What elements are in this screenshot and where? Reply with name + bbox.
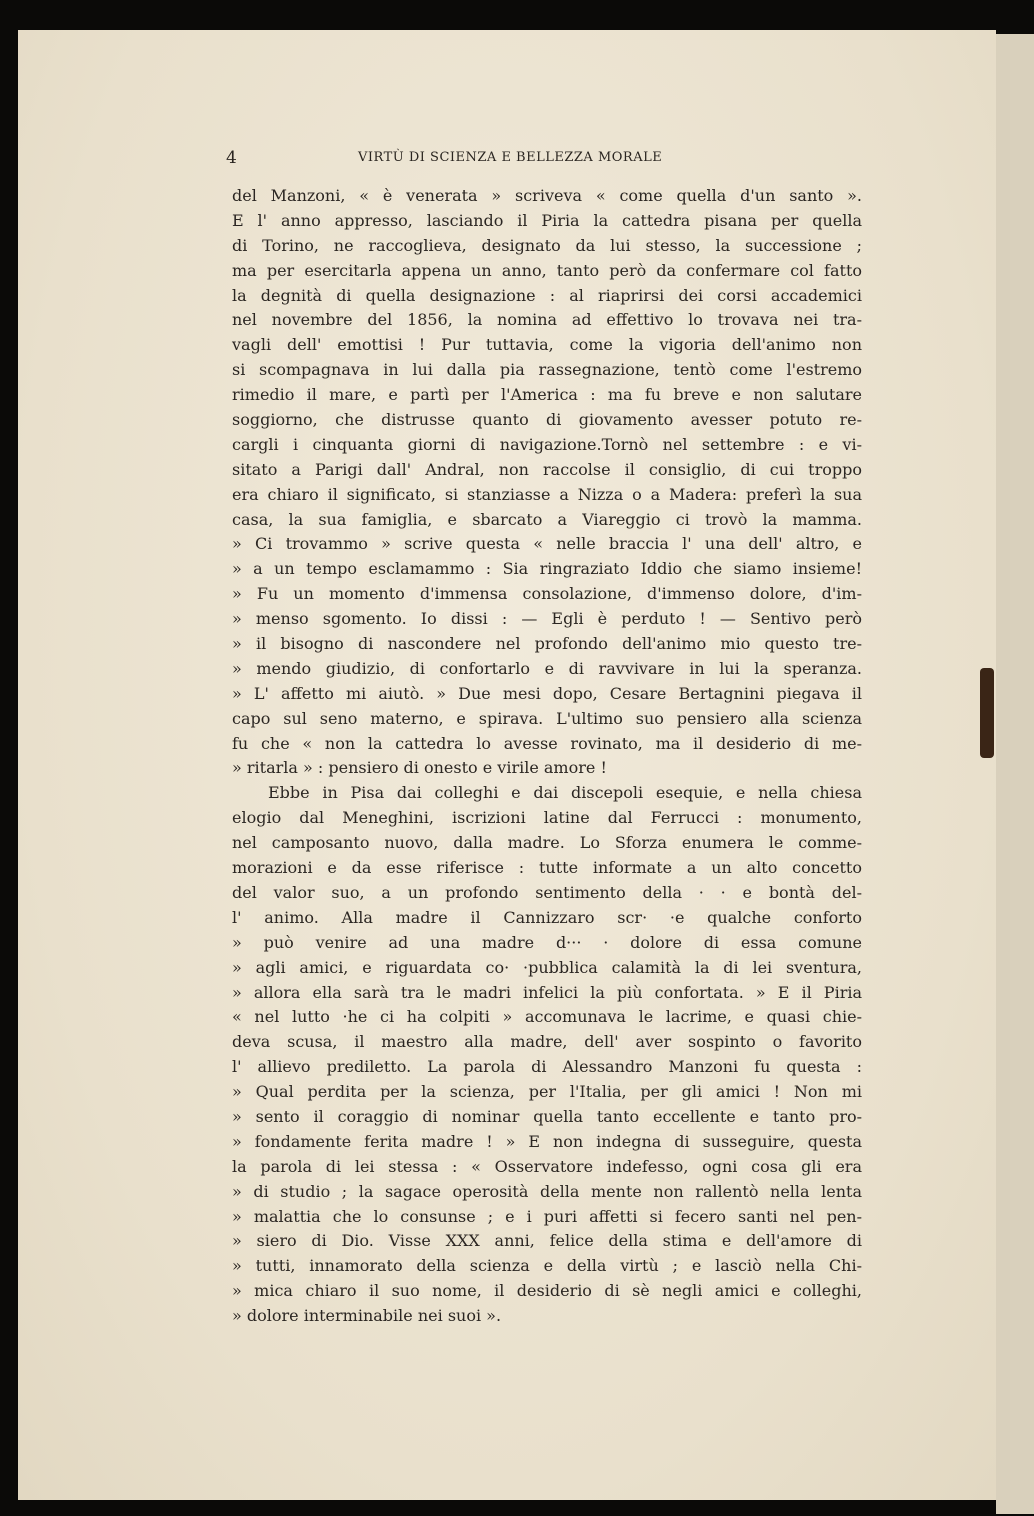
text-line: deva scusa, il maestro alla madre, dell' aver sospinto o favorito — [232, 1032, 862, 1052]
text-line: ma per esercitarla appena un anno, tanto però da confermare col fatto — [232, 260, 862, 280]
page-number: 4 — [226, 148, 237, 168]
text-line: » mica chiaro il suo nome, il desiderio di sè negli amici e colleghi, — [232, 1281, 862, 1301]
text-line: fu che « non la cattedra lo avesse rovinato, ma il desiderio di me- — [232, 733, 862, 753]
text-line: » mendo giudizio, di confortarlo e di ravvivare in lui la speranza. — [232, 658, 862, 678]
text-line: soggiorno, che distrusse quanto di giovamento avesser potuto re- — [232, 410, 862, 430]
text-line: casa, la sua famiglia, e sbarcato a Viareggio ci trovò la mamma. — [232, 509, 862, 529]
text-line: « nel lutto ·he ci ha colpiti » accomunava le lacrime, e quasi chie- — [232, 1007, 862, 1027]
text-line: nel camposanto nuovo, dalla madre. Lo Sforza enumera le comme- — [232, 833, 862, 853]
text-line: la degnità di quella designazione : al riaprirsi dei corsi accademici — [232, 285, 862, 305]
text-line: » menso sgomento. Io dissi : — Egli è perduto ! — Sentivo però — [232, 609, 862, 629]
text-line: era chiaro il significato, si stanziasse a Nizza o a Madera: preferì la sua — [232, 484, 862, 504]
text-line: » siero di Dio. Visse XXX anni, felice della stima e dell'amore di — [232, 1231, 862, 1251]
text-line: di Torino, ne raccoglieva, designato da lui stesso, la successione ; — [232, 235, 862, 255]
text-line: » L' affetto mi aiutò. » Due mesi dopo, Cesare Bertagnini piegava il — [232, 683, 862, 703]
text-line: » allora ella sarà tra le madri infelici la più confortata. » E il Piria — [232, 982, 862, 1002]
text-line: cargli i cinquanta giorni di navigazione.Tornò nel settembre : e vi- — [232, 434, 862, 454]
text-line: » agli amici, e riguardata co· ·pubblica calamità la di lei sventura, — [232, 957, 862, 977]
paragraph-1 — [232, 184, 862, 781]
text-line: » ritarla » : pensiero di onesto e virile amore ! — [232, 758, 607, 778]
text-line: » il bisogno di nascondere nel profondo dell'animo mio questo tre- — [232, 634, 862, 654]
text-line: sitato a Parigi dall' Andral, non raccolse il consiglio, di cui troppo — [232, 459, 862, 479]
text-line: » di studio ; la sagace operosità della mente non rallentò nella lenta — [232, 1181, 862, 1201]
text-line: vagli dell' emottisi ! Pur tuttavia, come la vigoria dell'animo non — [232, 335, 862, 355]
text-line: si scompagnava in lui dalla pia rassegnazione, tentò come l'estremo — [232, 360, 862, 380]
running-head — [226, 148, 862, 174]
text-line: E l' anno appresso, lasciando il Piria la cattedra pisana per quella — [232, 210, 862, 230]
text-line: » Qual perdita per la scienza, per l'Italia, per gli amici ! Non mi — [232, 1082, 862, 1102]
facing-page-edge — [996, 34, 1034, 1514]
text-line: nel novembre del 1856, la nomina ad effettivo lo trovava nei tra- — [232, 310, 862, 330]
text-line: Ebbe in Pisa dai colleghi e dai discepoli esequie, e nella chiesa — [268, 783, 862, 803]
text-line: del Manzoni, « è venerata » scriveva « come quella d'un santo ». — [232, 186, 862, 205]
text-line: » Fu un momento d'immensa consolazione, d'immenso dolore, d'im- — [232, 584, 862, 604]
text-line: » tutti, innamorato della scienza e della virtù ; e lasciò nella Chi- — [232, 1256, 862, 1276]
text-line: » malattia che lo consunse ; e i puri affetti si fecero santi nel pen- — [232, 1206, 862, 1226]
paragraph-2 — [232, 781, 862, 1329]
text-line: l' animo. Alla madre il Cannizzaro scr· ·e qualche conforto — [232, 907, 862, 927]
text-line: » a un tempo esclamammo : Sia ringraziato Iddio che siamo insieme! — [232, 559, 862, 579]
binding-thread-mark — [980, 668, 994, 758]
text-line: morazioni e da esse riferisce : tutte informate a un alto concetto — [232, 858, 862, 878]
text-line: capo sul seno materno, e spirava. L'ultimo suo pensiero alla scienza — [232, 708, 862, 728]
text-line: » fondamente ferita madre ! » E non indegna di susseguire, questa — [232, 1131, 862, 1151]
text-line: del valor suo, a un profondo sentimento della · · e bontà del- — [232, 882, 862, 902]
text-line: » sento il coraggio di nominar quella tanto eccellente e tanto pro- — [232, 1106, 862, 1126]
text-line: » può venire ad una madre d··· · dolore di essa comune — [232, 932, 862, 952]
text-line: elogio dal Meneghini, iscrizioni latine dal Ferrucci : monumento, — [232, 808, 862, 828]
text-line: la parola di lei stessa : « Osservatore indefesso, ogni cosa gli era — [232, 1156, 862, 1176]
running-title: VIRTÙ DI SCIENZA E BELLEZZA MORALE — [358, 150, 663, 165]
text-line: » dolore interminabile nei suoi ». — [232, 1306, 502, 1326]
body-text — [232, 184, 862, 1329]
text-line: l' allievo prediletto. La parola di Alessandro Manzoni fu questa : — [232, 1057, 862, 1077]
text-line: rimedio il mare, e partì per l'America : ma fu breve e non salutare — [232, 385, 862, 405]
text-line: » Ci trovammo » scrive questa « nelle braccia l' una dell' altro, e — [232, 534, 862, 554]
